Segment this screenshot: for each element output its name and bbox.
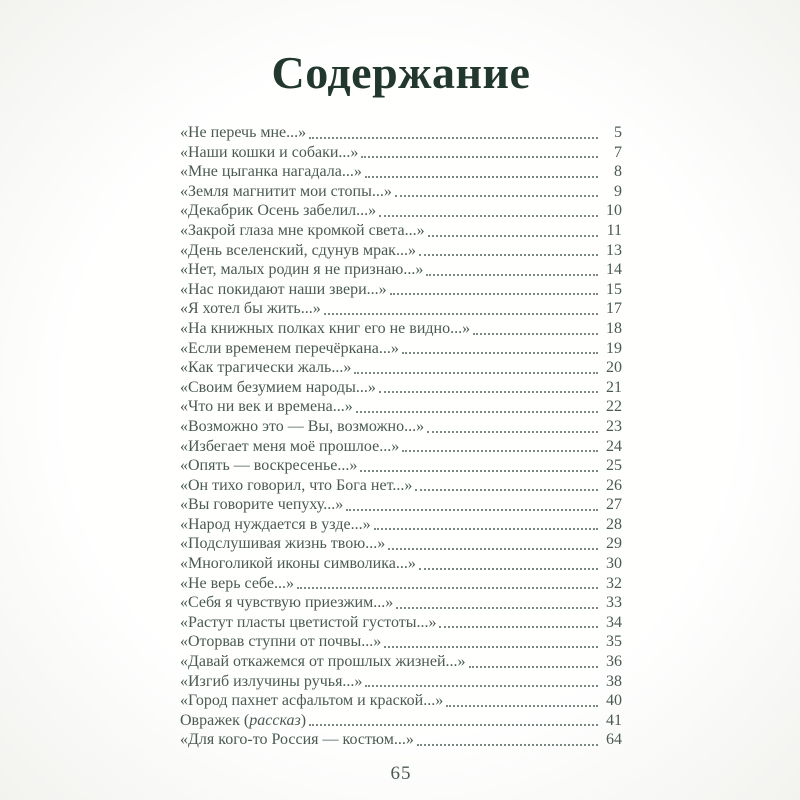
- toc-entry: [180, 417, 622, 437]
- toc-entry: [180, 339, 622, 359]
- toc-entry: [180, 711, 622, 731]
- toc-entry-page-number: 19: [606, 339, 622, 357]
- toc-entry-title: «Мне цыганка нагадала...»: [180, 163, 362, 181]
- toc-entry-page-number: 36: [606, 653, 622, 671]
- toc-entry-title: «Опять — воскресенье...»: [180, 457, 358, 475]
- toc-dot-leader: [360, 470, 598, 472]
- toc-dot-leader: [419, 568, 598, 570]
- toc-entry-page-number: 10: [606, 202, 622, 220]
- toc-dot-leader: [402, 450, 598, 452]
- toc-dot-leader: [356, 411, 598, 413]
- toc-entry-page-number: 26: [606, 476, 622, 494]
- toc-entry: [180, 632, 622, 652]
- toc-entry-page-number: 14: [606, 261, 622, 279]
- toc-entry-title: «Как трагически жаль...»: [180, 359, 352, 377]
- toc-list: [180, 123, 622, 750]
- toc-dot-leader: [309, 137, 598, 139]
- toc-entry-title: «Вы говорите чепуху...»: [180, 496, 344, 514]
- toc-entry-page-number: 33: [606, 594, 622, 612]
- toc-entry: [180, 143, 622, 163]
- toc-entry: [180, 241, 622, 261]
- toc-entry-page-number: 22: [606, 398, 622, 416]
- toc-entry: [180, 437, 622, 457]
- toc-entry-page-number: 41: [606, 711, 622, 729]
- toc-entry: [180, 201, 622, 221]
- toc-dot-leader: [417, 744, 598, 746]
- toc-entry-title: «Земля магнитит мои стопы...»: [180, 182, 392, 200]
- toc-dot-leader: [365, 685, 598, 687]
- toc-entry-page-number: 23: [606, 417, 622, 435]
- toc-entry-title: «Себя я чувствую приезжим...»: [180, 594, 394, 612]
- toc-entry-title: «Растут пласты цветистой густоты...»: [180, 613, 437, 631]
- toc-entry-page-number: 34: [606, 613, 622, 631]
- toc-entry: [180, 574, 622, 594]
- toc-entry-page-number: 21: [606, 378, 622, 396]
- toc-entry-page-number: 5: [614, 124, 622, 141]
- toc-entry: [180, 593, 622, 613]
- toc-entry-title: «Подслушивая жизнь твою...»: [180, 535, 386, 553]
- toc-entry: [180, 397, 622, 417]
- toc-entry-page-number: 28: [606, 515, 622, 533]
- toc-dot-leader: [374, 528, 598, 530]
- toc-dot-leader: [354, 372, 598, 374]
- toc-dot-leader: [396, 607, 598, 609]
- toc-dot-leader: [384, 646, 598, 648]
- toc-entry-title: «Народ нуждается в узде...»: [180, 515, 371, 533]
- toc-dot-leader: [439, 626, 598, 628]
- toc-entry: [180, 280, 622, 300]
- toc-entry: [180, 495, 622, 515]
- toc-entry-title: «Он тихо говорил, что Бога нет...»: [180, 476, 413, 494]
- toc-entry-title: «Изгиб излучины ручья...»: [180, 672, 363, 690]
- toc-entry: [180, 534, 622, 554]
- toc-entry-title: «Оторвав ступни от почвы...»: [180, 633, 382, 651]
- toc-entry-title: «Для кого-то Россия — костюм...»: [180, 731, 414, 749]
- toc-entry-title: «Если временем перечёркана...»: [180, 339, 399, 357]
- toc-entry-page-number: 29: [606, 535, 622, 553]
- toc-dot-leader: [419, 254, 598, 256]
- toc-entry: [180, 260, 622, 280]
- toc-entry-page-number: 13: [606, 241, 622, 259]
- toc-entry-page-number: 7: [614, 143, 622, 161]
- toc-entry: [180, 476, 622, 496]
- toc-entry-title: «Город пахнет асфальтом и краской...»: [180, 692, 444, 710]
- toc-entry: [180, 672, 622, 692]
- toc-entry-page-number: 17: [606, 300, 622, 318]
- toc-dot-leader: [379, 215, 598, 217]
- toc-entry-page-number: 32: [606, 574, 622, 592]
- page-title: Содержание: [271, 47, 531, 98]
- toc-dot-leader: [297, 587, 598, 589]
- toc-entry: [180, 652, 622, 672]
- toc-entry-title: «Декабрик Осень забелил...»: [180, 202, 377, 220]
- toc-entry: [180, 515, 622, 535]
- toc-dot-leader: [324, 313, 598, 315]
- toc-dot-leader: [402, 352, 598, 354]
- toc-entry-page-number: 35: [606, 633, 622, 651]
- toc-entry: [180, 554, 622, 574]
- toc-dot-leader: [428, 235, 598, 237]
- toc-entry: [180, 613, 622, 633]
- toc-entry-page-number: 64: [606, 731, 622, 749]
- toc-entry: [180, 299, 622, 319]
- toc-entry-page-number: 40: [606, 692, 622, 710]
- toc-entry-page-number: 8: [614, 163, 622, 181]
- toc-dot-leader: [415, 489, 598, 491]
- toc-entry: [180, 378, 622, 398]
- toc-entry-title: «Нет, малых родин я не признаю...»: [180, 261, 424, 279]
- toc-entry-title: «Закрой глаза мне кромкой света...»: [180, 221, 425, 239]
- toc-dot-leader: [388, 548, 598, 550]
- toc-entry-page-number: 38: [606, 672, 622, 690]
- toc-entry-page-number: 18: [606, 319, 622, 337]
- toc-entry-page-number: 25: [606, 457, 622, 475]
- page-number-folio: 65: [390, 763, 412, 784]
- toc-entry-page-number: 24: [606, 437, 622, 455]
- toc-entry-page-number: 11: [606, 221, 622, 239]
- toc-dot-leader: [395, 195, 598, 197]
- toc-entry: [180, 358, 622, 378]
- toc-entry: [180, 162, 622, 182]
- toc-entry-title: «Избегает меня моё прошлое...»: [180, 437, 400, 455]
- toc-entry-page-number: 15: [606, 280, 622, 298]
- toc-entry-page-number: 30: [606, 555, 622, 573]
- toc-entry: [180, 221, 622, 241]
- toc-entry-page-number: 27: [606, 496, 622, 514]
- toc-dot-leader: [446, 705, 598, 707]
- toc-entry-title: «Наши кошки и собаки...»: [180, 143, 359, 161]
- toc-entry-title: «Давай откажемся от прошлых жизней...»: [180, 653, 466, 671]
- toc-dot-leader: [390, 293, 598, 295]
- toc-entry-title: «Я хотел бы жить...»: [180, 300, 321, 318]
- toc-entry-title: «Не верь себе...»: [180, 574, 294, 592]
- toc-entry-title: «Что ни век и времена...»: [180, 398, 353, 416]
- toc-entry: [180, 123, 622, 143]
- toc-entry-page-number: 9: [614, 182, 622, 200]
- toc-dot-leader: [365, 176, 598, 178]
- toc-dot-leader: [427, 431, 598, 433]
- toc-entry: [180, 730, 622, 750]
- toc-entry-title: «Не перечь мне...»: [180, 124, 307, 141]
- toc-entry: [180, 691, 622, 711]
- toc-dot-leader: [346, 509, 598, 511]
- toc-entry: [180, 319, 622, 339]
- toc-entry-title: «Возможно это — Вы, возможно...»: [180, 417, 425, 435]
- toc-entry: [180, 456, 622, 476]
- toc-dot-leader: [361, 156, 598, 158]
- toc-entry-page-number: 20: [606, 359, 622, 377]
- toc-dot-leader: [473, 333, 598, 335]
- toc-entry-title: «Нас покидают наши звери...»: [180, 280, 387, 298]
- toc-entry-title: Овражек (рассказ): [180, 711, 307, 729]
- toc-entry-title: «На книжных полках книг его не видно...»: [180, 319, 471, 337]
- toc-entry: [180, 182, 622, 202]
- toc-dot-leader: [469, 666, 598, 668]
- toc-dot-leader: [379, 391, 598, 393]
- toc-entry-title: «Многоликой иконы символика...»: [180, 555, 416, 573]
- toc-dot-leader: [309, 724, 598, 726]
- toc-entry-title: «Своим безумием народы...»: [180, 378, 376, 396]
- toc-entry-title: «День вселенский, сдунув мрак...»: [180, 241, 416, 259]
- toc-dot-leader: [426, 274, 598, 276]
